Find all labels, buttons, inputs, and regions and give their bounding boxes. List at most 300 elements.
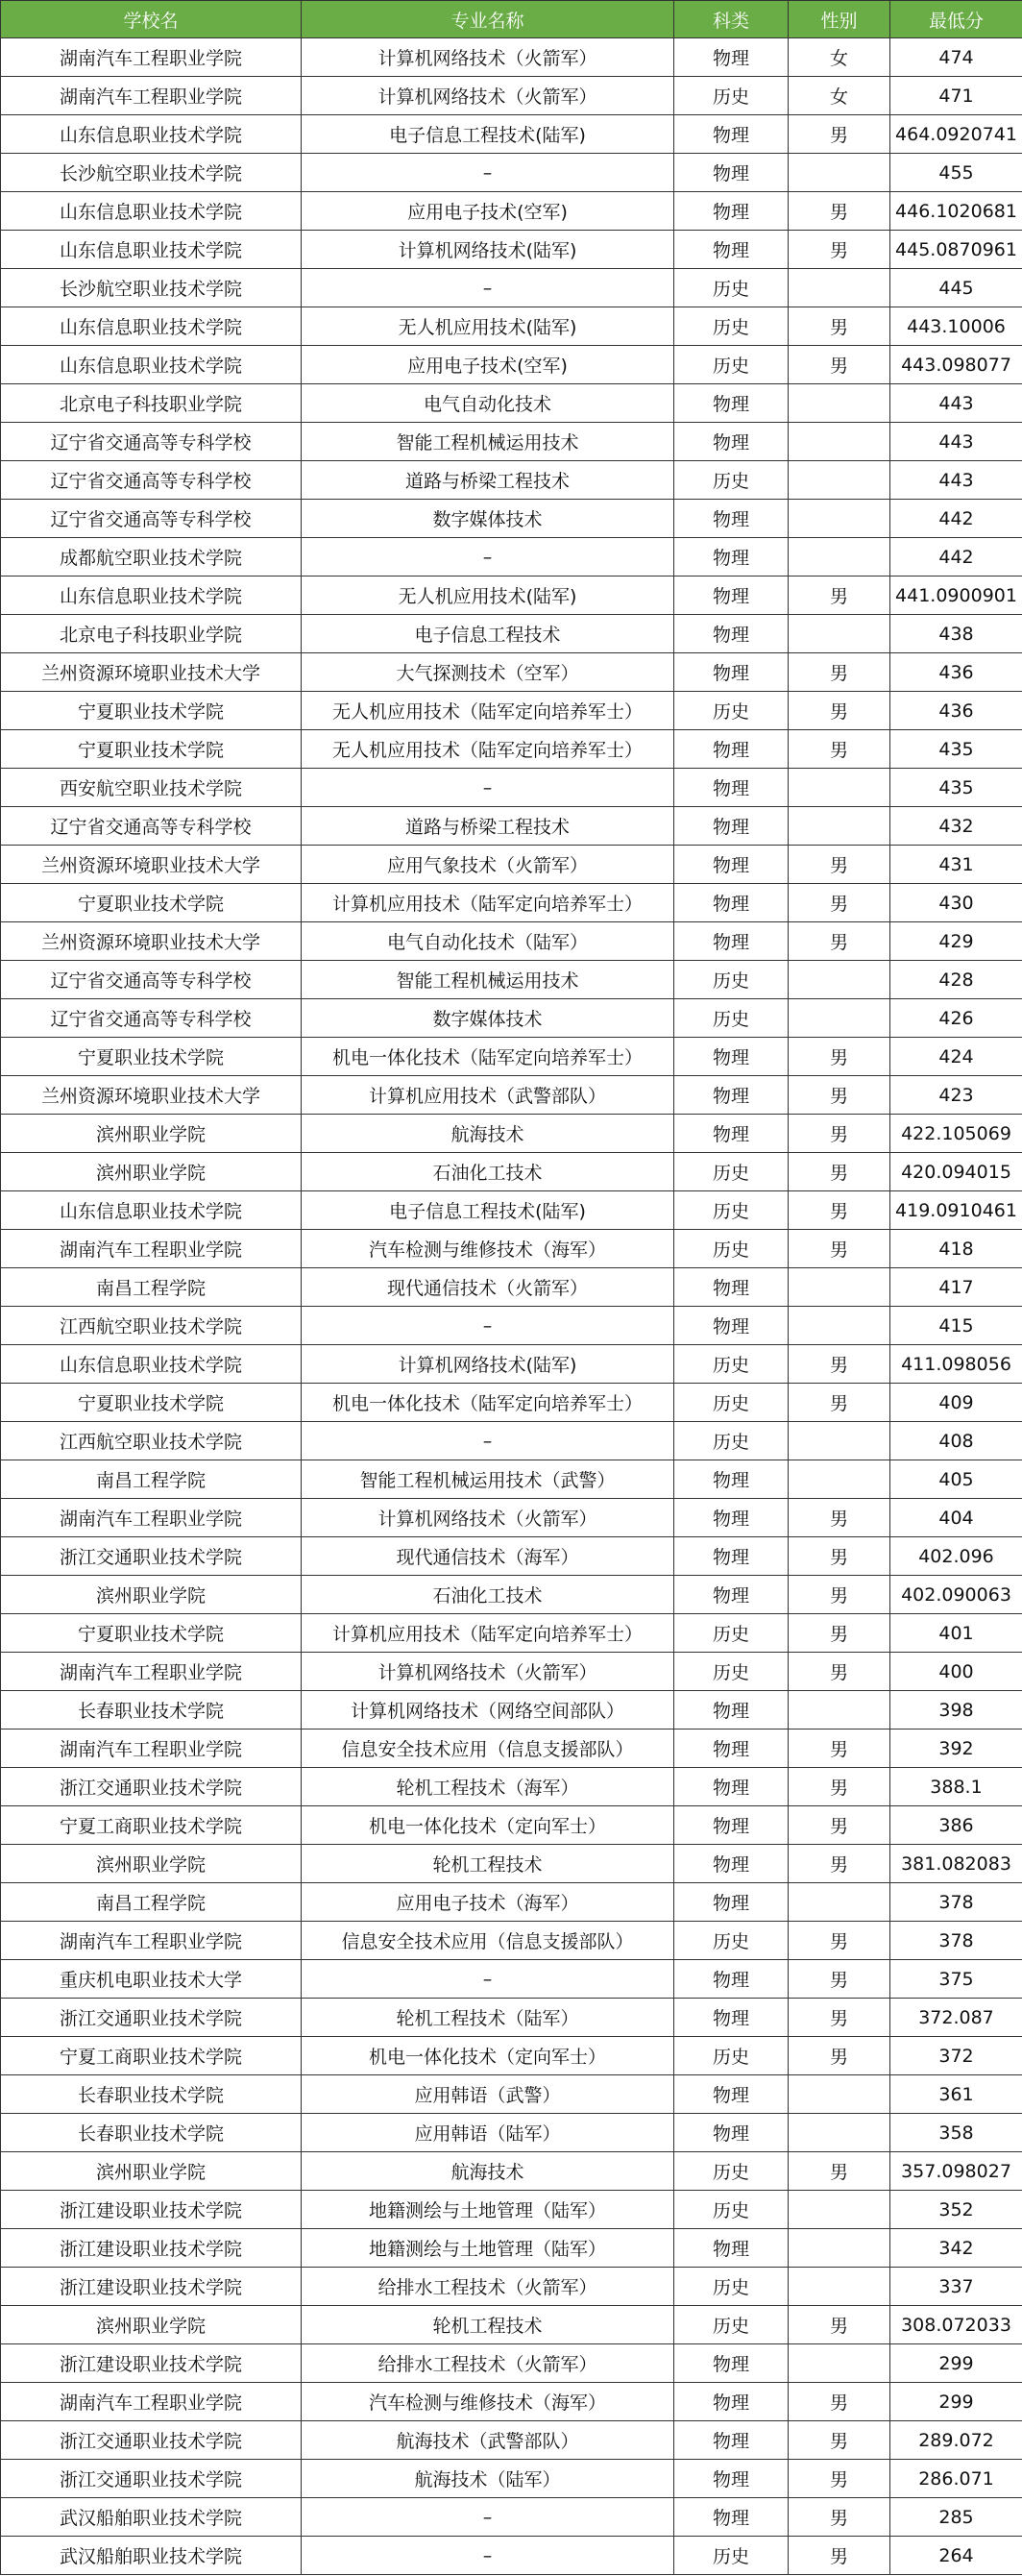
cell-school-name: 浙江建设职业技术学院	[1, 2191, 302, 2229]
table-row	[1, 1384, 1022, 1422]
cell-major-name: 汽车检测与维修技术（海军）	[302, 1230, 674, 1268]
cell-major-name: –	[302, 769, 674, 807]
cell-min-score: 408	[890, 1422, 1022, 1460]
cell-min-score: 415	[890, 1307, 1022, 1345]
cell-gender: 男	[789, 846, 890, 884]
cell-school-name: 兰州资源环境职业技术大学	[1, 846, 302, 884]
table-row	[1, 1576, 1022, 1614]
cell-gender: 男	[789, 1653, 890, 1691]
cell-school-name: 武汉船舶职业技术学院	[1, 2537, 302, 2575]
cell-gender	[789, 500, 890, 538]
cell-gender: 男	[789, 1768, 890, 1806]
cell-gender	[789, 2075, 890, 2114]
cell-gender: 男	[789, 884, 890, 922]
cell-school-name: 辽宁省交通高等专科学校	[1, 999, 302, 1038]
cell-major-name: 应用电子技术(空军)	[302, 346, 674, 384]
cell-school-name: 湖南汽车工程职业学院	[1, 1653, 302, 1691]
cell-min-score: 378	[890, 1883, 1022, 1922]
cell-gender: 男	[789, 1038, 890, 1076]
cell-min-score: 372.087	[890, 1999, 1022, 2037]
cell-min-score: 358	[890, 2114, 1022, 2152]
cell-major-name: 航海技术	[302, 1115, 674, 1153]
cell-school-name: 长春职业技术学院	[1, 2075, 302, 2114]
table-row	[1, 577, 1022, 615]
cell-gender: 女	[789, 38, 890, 77]
cell-min-score: 445.0870961	[890, 231, 1022, 269]
cell-min-score: 405	[890, 1460, 1022, 1499]
table-row	[1, 2114, 1022, 2152]
cell-subject: 物理	[674, 1960, 789, 1999]
table-body	[1, 38, 1022, 2575]
cell-major-name: 电子信息工程技术(陆军)	[302, 1191, 674, 1230]
table-row	[1, 2498, 1022, 2537]
table-row	[1, 2037, 1022, 2075]
cell-major-name: 计算机网络技术（火箭军）	[302, 77, 674, 115]
cell-min-score: 342	[890, 2229, 1022, 2268]
cell-gender: 男	[789, 1922, 890, 1960]
cell-gender: 男	[789, 1191, 890, 1230]
cell-school-name: 山东信息职业技术学院	[1, 115, 302, 154]
cell-subject: 物理	[674, 2344, 789, 2383]
cell-subject: 物理	[674, 2421, 789, 2460]
cell-major-name: 电气自动化技术（陆军）	[302, 922, 674, 961]
cell-min-score: 289.072	[890, 2421, 1022, 2460]
table-row	[1, 1230, 1022, 1268]
cell-min-score: 357.098027	[890, 2152, 1022, 2191]
cell-subject: 物理	[674, 231, 789, 269]
cell-min-score: 422.105069	[890, 1115, 1022, 1153]
cell-subject: 物理	[674, 1730, 789, 1768]
cell-gender	[789, 1422, 890, 1460]
table-row	[1, 1730, 1022, 1768]
cell-min-score: 404	[890, 1499, 1022, 1537]
table-row	[1, 307, 1022, 346]
cell-gender: 男	[789, 2498, 890, 2537]
cell-subject: 物理	[674, 2383, 789, 2421]
cell-subject: 物理	[674, 884, 789, 922]
table-row	[1, 1153, 1022, 1191]
cell-school-name: 重庆机电职业技术大学	[1, 1960, 302, 1999]
table-row	[1, 1422, 1022, 1460]
cell-subject: 历史	[674, 2537, 789, 2575]
table-row	[1, 2344, 1022, 2383]
cell-gender: 男	[789, 2537, 890, 2575]
cell-school-name: 浙江建设职业技术学院	[1, 2229, 302, 2268]
table-row	[1, 2383, 1022, 2421]
cell-major-name: 道路与桥梁工程技术	[302, 807, 674, 846]
table-row	[1, 2460, 1022, 2498]
cell-subject: 历史	[674, 346, 789, 384]
table-row	[1, 1691, 1022, 1730]
cell-major-name: 应用电子技术(空军)	[302, 192, 674, 231]
cell-school-name: 南昌工程学院	[1, 1460, 302, 1499]
cell-school-name: 湖南汽车工程职业学院	[1, 1730, 302, 1768]
table-row	[1, 1845, 1022, 1883]
cell-subject: 物理	[674, 38, 789, 77]
cell-subject: 历史	[674, 692, 789, 730]
table-row	[1, 999, 1022, 1038]
cell-gender	[789, 384, 890, 423]
cell-min-score: 435	[890, 769, 1022, 807]
cell-school-name: 山东信息职业技术学院	[1, 577, 302, 615]
cell-subject: 历史	[674, 2191, 789, 2229]
cell-major-name: 信息安全技术应用（信息支援部队）	[302, 1922, 674, 1960]
cell-subject: 历史	[674, 2152, 789, 2191]
cell-gender: 男	[789, 2037, 890, 2075]
cell-school-name: 宁夏工商职业技术学院	[1, 2037, 302, 2075]
cell-subject: 历史	[674, 1653, 789, 1691]
cell-major-name: 汽车检测与维修技术（海军）	[302, 2383, 674, 2421]
cell-school-name: 湖南汽车工程职业学院	[1, 2383, 302, 2421]
cell-min-score: 299	[890, 2383, 1022, 2421]
cell-major-name: 航海技术（武警部队）	[302, 2421, 674, 2460]
cell-major-name: 无人机应用技术（陆军定向培养军士）	[302, 730, 674, 769]
cell-gender: 男	[789, 922, 890, 961]
cell-gender	[789, 2191, 890, 2229]
table-row	[1, 1191, 1022, 1230]
header-subject: 科类	[674, 1, 789, 38]
cell-gender: 女	[789, 77, 890, 115]
cell-school-name: 山东信息职业技术学院	[1, 307, 302, 346]
cell-school-name: 滨州职业学院	[1, 1845, 302, 1883]
cell-min-score: 432	[890, 807, 1022, 846]
cell-gender	[789, 1691, 890, 1730]
cell-major-name: 电子信息工程技术(陆军)	[302, 115, 674, 154]
cell-subject: 物理	[674, 192, 789, 231]
cell-major-name: –	[302, 1960, 674, 1999]
cell-subject: 历史	[674, 1614, 789, 1653]
table-row	[1, 2152, 1022, 2191]
cell-school-name: 山东信息职业技术学院	[1, 1345, 302, 1384]
cell-gender: 男	[789, 2460, 890, 2498]
table-row	[1, 38, 1022, 77]
cell-major-name: 智能工程机械运用技术（武警）	[302, 1460, 674, 1499]
cell-gender: 男	[789, 346, 890, 384]
cell-subject: 物理	[674, 1806, 789, 1845]
cell-major-name: –	[302, 1422, 674, 1460]
table-row	[1, 2229, 1022, 2268]
table-row	[1, 1268, 1022, 1307]
cell-major-name: 计算机网络技术(陆军)	[302, 231, 674, 269]
table-row	[1, 192, 1022, 231]
cell-school-name: 滨州职业学院	[1, 1115, 302, 1153]
cell-gender	[789, 2344, 890, 2383]
table-row	[1, 115, 1022, 154]
cell-min-score: 352	[890, 2191, 1022, 2229]
cell-min-score: 409	[890, 1384, 1022, 1422]
cell-subject: 物理	[674, 1576, 789, 1614]
cell-subject: 物理	[674, 1537, 789, 1576]
table-row	[1, 653, 1022, 692]
cell-gender: 男	[789, 1384, 890, 1422]
cell-subject: 物理	[674, 1268, 789, 1307]
cell-major-name: 应用气象技术（火箭军）	[302, 846, 674, 884]
cell-school-name: 兰州资源环境职业技术大学	[1, 653, 302, 692]
table-row	[1, 846, 1022, 884]
cell-major-name: 大气探测技术（空军）	[302, 653, 674, 692]
cell-min-score: 430	[890, 884, 1022, 922]
cell-min-score: 443	[890, 461, 1022, 500]
cell-gender: 男	[789, 692, 890, 730]
cell-min-score: 443.10006	[890, 307, 1022, 346]
cell-min-score: 398	[890, 1691, 1022, 1730]
cell-major-name: 计算机应用技术（陆军定向培养军士）	[302, 884, 674, 922]
cell-subject: 历史	[674, 1422, 789, 1460]
cell-min-score: 429	[890, 922, 1022, 961]
cell-min-score: 455	[890, 154, 1022, 192]
cell-gender	[789, 2268, 890, 2306]
cell-min-score: 435	[890, 730, 1022, 769]
cell-subject: 物理	[674, 730, 789, 769]
cell-gender: 男	[789, 730, 890, 769]
cell-major-name: 计算机应用技术（陆军定向培养军士）	[302, 1614, 674, 1653]
cell-subject: 物理	[674, 1768, 789, 1806]
cell-school-name: 山东信息职业技术学院	[1, 346, 302, 384]
cell-major-name: –	[302, 538, 674, 577]
cell-school-name: 湖南汽车工程职业学院	[1, 1499, 302, 1537]
table-row	[1, 461, 1022, 500]
cell-gender: 男	[789, 1076, 890, 1115]
table-row	[1, 1537, 1022, 1576]
header-major-name: 专业名称	[302, 1, 674, 38]
table-row	[1, 384, 1022, 423]
cell-min-score: 418	[890, 1230, 1022, 1268]
cell-gender	[789, 769, 890, 807]
table-row	[1, 423, 1022, 461]
cell-min-score: 428	[890, 961, 1022, 999]
cell-school-name: 湖南汽车工程职业学院	[1, 77, 302, 115]
cell-major-name: 给排水工程技术（火箭军）	[302, 2268, 674, 2306]
cell-subject: 物理	[674, 115, 789, 154]
cell-major-name: 无人机应用技术（陆军定向培养军士）	[302, 692, 674, 730]
cell-school-name: 辽宁省交通高等专科学校	[1, 423, 302, 461]
cell-subject: 物理	[674, 154, 789, 192]
cell-subject: 物理	[674, 1460, 789, 1499]
cell-gender: 男	[789, 2421, 890, 2460]
cell-subject: 历史	[674, 1384, 789, 1422]
cell-gender	[789, 999, 890, 1038]
cell-school-name: 南昌工程学院	[1, 1268, 302, 1307]
cell-min-score: 438	[890, 615, 1022, 653]
cell-min-score: 417	[890, 1268, 1022, 1307]
cell-school-name: 浙江交通职业技术学院	[1, 2460, 302, 2498]
cell-gender	[789, 538, 890, 577]
cell-min-score: 446.1020681	[890, 192, 1022, 231]
cell-gender: 男	[789, 1806, 890, 1845]
cell-gender	[789, 1460, 890, 1499]
cell-subject: 历史	[674, 307, 789, 346]
cell-min-score: 420.094015	[890, 1153, 1022, 1191]
cell-major-name: 计算机网络技术(陆军)	[302, 1345, 674, 1384]
table-row	[1, 1653, 1022, 1691]
cell-school-name: 辽宁省交通高等专科学校	[1, 807, 302, 846]
table-row	[1, 1806, 1022, 1845]
cell-gender: 男	[789, 1230, 890, 1268]
cell-gender: 男	[789, 231, 890, 269]
table-row	[1, 1038, 1022, 1076]
cell-school-name: 宁夏职业技术学院	[1, 1038, 302, 1076]
cell-min-score: 372	[890, 2037, 1022, 2075]
cell-subject: 物理	[674, 2498, 789, 2537]
cell-major-name: 计算机网络技术（火箭军）	[302, 1653, 674, 1691]
cell-gender	[789, 2229, 890, 2268]
table-row	[1, 2537, 1022, 2575]
cell-school-name: 浙江交通职业技术学院	[1, 2421, 302, 2460]
cell-school-name: 宁夏职业技术学院	[1, 730, 302, 769]
cell-school-name: 长春职业技术学院	[1, 1691, 302, 1730]
cell-subject: 历史	[674, 77, 789, 115]
cell-school-name: 北京电子科技职业学院	[1, 615, 302, 653]
cell-major-name: 地籍测绘与土地管理（陆军）	[302, 2191, 674, 2229]
cell-major-name: 无人机应用技术(陆军)	[302, 307, 674, 346]
cell-subject: 物理	[674, 1076, 789, 1115]
cell-subject: 物理	[674, 1307, 789, 1345]
table-row	[1, 769, 1022, 807]
header-row	[1, 1, 1022, 38]
table-row	[1, 1499, 1022, 1537]
cell-min-score: 464.0920741	[890, 115, 1022, 154]
table-row	[1, 77, 1022, 115]
table-row	[1, 269, 1022, 307]
cell-min-score: 337	[890, 2268, 1022, 2306]
cell-min-score: 401	[890, 1614, 1022, 1653]
table-header	[1, 1, 1022, 38]
cell-min-score: 400	[890, 1653, 1022, 1691]
cell-min-score: 378	[890, 1922, 1022, 1960]
cell-subject: 物理	[674, 922, 789, 961]
cell-major-name: 计算机网络技术（网络空间部队）	[302, 1691, 674, 1730]
cell-gender: 男	[789, 2152, 890, 2191]
cell-subject: 历史	[674, 461, 789, 500]
cell-min-score: 388.1	[890, 1768, 1022, 1806]
cell-min-score: 264	[890, 2537, 1022, 2575]
cell-min-score: 419.0910461	[890, 1191, 1022, 1230]
table-row	[1, 1922, 1022, 1960]
cell-major-name: 智能工程机械运用技术	[302, 961, 674, 999]
table-row	[1, 538, 1022, 577]
table-row	[1, 2268, 1022, 2306]
cell-school-name: 西安航空职业技术学院	[1, 769, 302, 807]
cell-school-name: 辽宁省交通高等专科学校	[1, 500, 302, 538]
cell-subject: 物理	[674, 1691, 789, 1730]
cell-major-name: 信息安全技术应用（信息支援部队）	[302, 1730, 674, 1768]
cell-school-name: 山东信息职业技术学院	[1, 192, 302, 231]
cell-gender	[789, 961, 890, 999]
cell-min-score: 423	[890, 1076, 1022, 1115]
cell-major-name: 数字媒体技术	[302, 500, 674, 538]
table-row	[1, 1460, 1022, 1499]
cell-school-name: 江西航空职业技术学院	[1, 1422, 302, 1460]
cell-subject: 历史	[674, 1191, 789, 1230]
cell-subject: 物理	[674, 1883, 789, 1922]
table-row	[1, 500, 1022, 538]
cell-subject: 物理	[674, 577, 789, 615]
header-min-score: 最低分	[890, 1, 1022, 38]
cell-major-name: 机电一体化技术（定向军士）	[302, 2037, 674, 2075]
cell-major-name: –	[302, 269, 674, 307]
table-row	[1, 1883, 1022, 1922]
cell-major-name: 轮机工程技术（海军）	[302, 1768, 674, 1806]
cell-min-score: 402.090063	[890, 1576, 1022, 1614]
cell-school-name: 江西航空职业技术学院	[1, 1307, 302, 1345]
cell-school-name: 滨州职业学院	[1, 1153, 302, 1191]
cell-gender: 男	[789, 1845, 890, 1883]
cell-major-name: 电气自动化技术	[302, 384, 674, 423]
table-row	[1, 961, 1022, 999]
cell-major-name: 轮机工程技术	[302, 1845, 674, 1883]
cell-gender: 男	[789, 1153, 890, 1191]
cell-subject: 物理	[674, 2075, 789, 2114]
cell-school-name: 南昌工程学院	[1, 1883, 302, 1922]
cell-subject: 物理	[674, 1115, 789, 1153]
cell-min-score: 381.082083	[890, 1845, 1022, 1883]
cell-major-name: –	[302, 2537, 674, 2575]
cell-subject: 物理	[674, 2460, 789, 2498]
cell-min-score: 402.096	[890, 1537, 1022, 1576]
cell-major-name: 计算机网络技术（火箭军）	[302, 38, 674, 77]
cell-subject: 物理	[674, 1999, 789, 2037]
cell-min-score: 445	[890, 269, 1022, 307]
cell-subject: 物理	[674, 653, 789, 692]
cell-gender	[789, 1307, 890, 1345]
cell-major-name: 计算机网络技术（火箭军）	[302, 1499, 674, 1537]
table-row	[1, 922, 1022, 961]
table-row	[1, 1307, 1022, 1345]
cell-school-name: 湖南汽车工程职业学院	[1, 1922, 302, 1960]
table-row	[1, 2075, 1022, 2114]
cell-school-name: 宁夏职业技术学院	[1, 884, 302, 922]
cell-school-name: 成都航空职业技术学院	[1, 538, 302, 577]
cell-gender: 男	[789, 1499, 890, 1537]
cell-min-score: 361	[890, 2075, 1022, 2114]
cell-subject: 物理	[674, 538, 789, 577]
cell-major-name: 机电一体化技术（定向军士）	[302, 1806, 674, 1845]
cell-min-score: 375	[890, 1960, 1022, 1999]
cell-gender: 男	[789, 307, 890, 346]
cell-gender: 男	[789, 1115, 890, 1153]
cell-gender: 男	[789, 2306, 890, 2344]
table-row	[1, 615, 1022, 653]
cell-min-score: 442	[890, 500, 1022, 538]
cell-subject: 历史	[674, 2306, 789, 2344]
table-row	[1, 730, 1022, 769]
header-gender: 性别	[789, 1, 890, 38]
cell-gender: 男	[789, 2383, 890, 2421]
cell-subject: 物理	[674, 1845, 789, 1883]
cell-school-name: 长春职业技术学院	[1, 2114, 302, 2152]
cell-school-name: 山东信息职业技术学院	[1, 231, 302, 269]
cell-subject: 物理	[674, 384, 789, 423]
cell-gender: 男	[789, 577, 890, 615]
cell-school-name: 浙江建设职业技术学院	[1, 2344, 302, 2383]
cell-school-name: 宁夏职业技术学院	[1, 1384, 302, 1422]
cell-school-name: 浙江交通职业技术学院	[1, 1768, 302, 1806]
cell-major-name: 计算机应用技术（武警部队）	[302, 1076, 674, 1115]
cell-subject: 历史	[674, 2037, 789, 2075]
cell-subject: 物理	[674, 1499, 789, 1537]
cell-major-name: 数字媒体技术	[302, 999, 674, 1038]
cell-gender	[789, 461, 890, 500]
cell-min-score: 436	[890, 692, 1022, 730]
cell-school-name: 滨州职业学院	[1, 2152, 302, 2191]
cell-subject: 物理	[674, 2229, 789, 2268]
cell-major-name: 现代通信技术（海军）	[302, 1537, 674, 1576]
cell-gender	[789, 154, 890, 192]
cell-min-score: 392	[890, 1730, 1022, 1768]
cell-subject: 历史	[674, 999, 789, 1038]
table-row	[1, 1960, 1022, 1999]
cell-gender	[789, 1883, 890, 1922]
